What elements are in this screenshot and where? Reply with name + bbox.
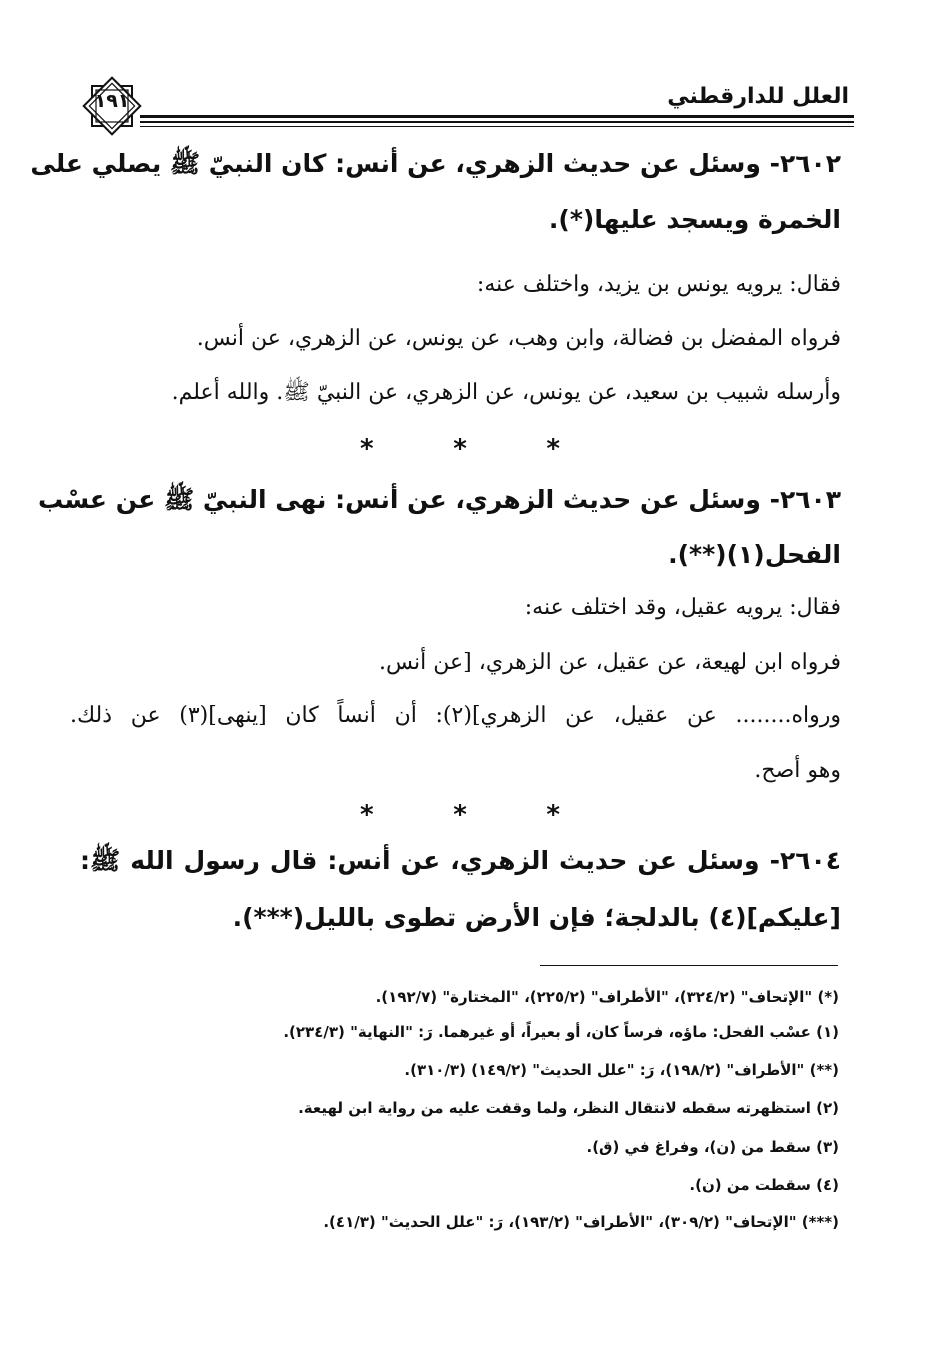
footnote: (*) "الإتحاف" (٣٢٤/٢)، "الأطراف" (٢٢٥/٢)، "المختارة" (١٩٢/٧). (375, 988, 839, 1006)
entry-body-line: ورواه........ عن عقيل، عن الزهري](٢): أن أنساً كان [ينهى](٣) عن ذلك. (70, 703, 841, 728)
section-separator (360, 434, 560, 464)
entry-body-line: فقال: يرويه يونس بن يزيد، واختلف عنه: (476, 272, 841, 297)
page-number: ١٩١ (94, 90, 130, 112)
separator-star: * (453, 800, 467, 830)
entry-heading: ٢٦٠٤- وسئل عن حديث الزهري، عن أنس: قال رسول الله ﷺ: (80, 846, 841, 875)
entry-heading-cont: الفحل(١)(**). (668, 540, 841, 569)
entry-body-line: فرواه المفضل بن فضالة، وابن وهب، عن يونس، عن الزهري، عن أنس. (196, 326, 841, 351)
footnote-rule (540, 965, 838, 966)
entry-heading: ٢٦٠٣- وسئل عن حديث الزهري، عن أنس: نهى النبيّ ﷺ عن عسْب (38, 485, 841, 514)
separator-star: * (546, 800, 560, 830)
entry-body-line: فرواه ابن لهيعة، عن عقيل، عن الزهري، [عن أنس. (379, 650, 841, 675)
separator-star: * (546, 434, 560, 464)
separator-star: * (360, 434, 374, 464)
entry-heading-cont: [عليكم](٤) بالدلجة؛ فإن الأرض تطوى بالليل(***). (232, 903, 841, 932)
header-rule (140, 126, 854, 127)
footnote: (**) "الأطراف" (١٩٨/٢)، رَ: "علل الحديث" (١٤٩/٢) (٣١٠/٣). (404, 1061, 839, 1079)
footnote: (٤) سقطت من (ن). (689, 1176, 839, 1194)
footnote: (٣) سقط من (ن)، وفراغ في (ق). (586, 1138, 839, 1156)
footnote: (٢) استظهرته سقطه لانتقال النظر، ولما وقفت عليه من رواية ابن لهيعة. (298, 1099, 839, 1117)
running-head-title: العلل للدارقطني (667, 84, 849, 109)
entry-body-line: فقال: يرويه عقيل، وقد اختلف عنه: (524, 595, 841, 620)
entry-heading: ٢٦٠٢- وسئل عن حديث الزهري، عن أنس: كان النبيّ ﷺ يصلي على (30, 149, 841, 178)
separator-star: * (453, 434, 467, 464)
footnote: (***) "الإتحاف" (٣٠٩/٢)، "الأطراف" (١٩٣/٢)، رَ: "علل الحديث" (٤١/٣). (323, 1213, 839, 1231)
entry-body-line: وأرسله شبيب بن سعيد، عن يونس، عن الزهري، عن النبيّ ﷺ. والله أعلم. (171, 380, 841, 405)
footnote: (١) عسْب الفحل: ماؤه، فرساً كان، أو بعيراً، أو غيرهما. رَ: "النهاية" (٢٣٤/٣). (283, 1023, 839, 1041)
header-rule (140, 115, 854, 118)
entry-body-line: وهو أصح. (754, 758, 841, 783)
section-separator (360, 800, 560, 830)
separator-star: * (360, 800, 374, 830)
entry-heading-cont: الخمرة ويسجد عليها(*). (548, 205, 841, 234)
header-rule (140, 121, 854, 123)
